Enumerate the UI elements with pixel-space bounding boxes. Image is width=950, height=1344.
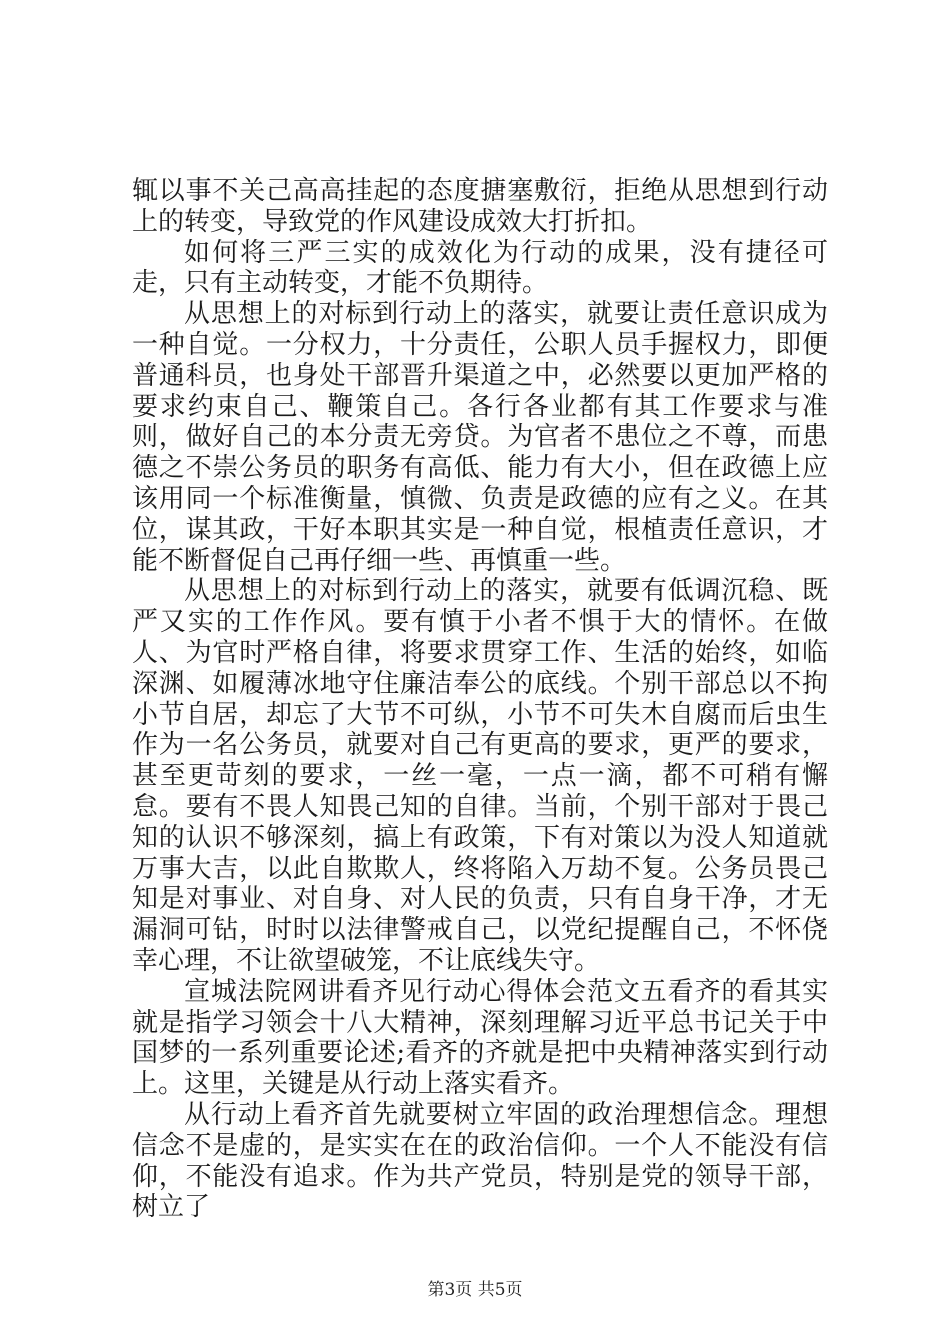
paragraph: 从思想上的对标到行动上的落实，就要有低调沉稳、既严又实的工作作风。要有慎于小者不惧于大的情怀。在做人、为官时严格自律，将要求贯穿工作、生活的始终，如临深渊、如履薄冰地守住廉洁奉公的底线。个别干部总以不拘小节自居，却忘了大节不可纵，小节不可失木自腐而后虫生作为一名公务员，就要对自己有更高的要求，更严的要求，甚至更苛刻的要求，一丝一毫，一点一滴，都不可稍有懈怠。要有不畏人知畏己知的自律。当前，个别干部对于畏己知的认识不够深刻，搞上有政策，下有对策以为没人知道就万事大吉，以此自欺欺人，终将陷入万劫不复。公务员畏己知是对事业、对自身、对人民的负责，只有自身干净，才无漏洞可钻，时时以法律警戒自己，以党纪提醒自己，不怀侥幸心理，不让欲望破笼，不让底线失守。 [132,576,828,976]
paragraph: 从行动上看齐首先就要树立牢固的政治理想信念。理想信念不是虚的，是实实在在的政治信仰。一个人不能没有信仰，不能没有追求。作为共产党员，特别是党的领导干部，树立了 [132,1099,828,1223]
paragraph: 宣城法院网讲看齐见行动心得体会范文五看齐的看其实就是指学习领会十八大精神，深刻理解习近平总书记关于中国梦的一系列重要论述;看齐的齐就是把中央精神落实到行动上。这里，关键是从行动上落实看齐。 [132,976,828,1100]
paragraph: 从思想上的对标到行动上的落实，就要让责任意识成为一种自觉。一分权力，十分责任，公职人员手握权力，即便普通科员，也身处干部晋升渠道之中，必然要以更加严格的要求约束自己、鞭策自己。各行各业都有其工作要求与准则，做好自己的本分责无旁贷。为官者不患位之不尊，而患德之不崇公务员的职务有高低、能力有大小，但在政德上应该用同一个标准衡量，慎微、负责是政德的应有之义。在其位，谋其政，干好本职其实是一种自觉，根植责任意识，才能不断督促自己再仔细一些、再慎重一些。 [132,299,828,576]
paragraph-continued: 辄以事不关己高高挂起的态度搪塞敷衍，拒绝从思想到行动上的转变，导致党的作风建设成效大打折扣。 [132,176,828,237]
document-body [132,176,828,1223]
page-number-footer: 第3页 共5页 [427,1280,523,1300]
paragraph: 如何将三严三实的成效化为行动的成果，没有捷径可走，只有主动转变，才能不负期待。 [132,237,828,299]
